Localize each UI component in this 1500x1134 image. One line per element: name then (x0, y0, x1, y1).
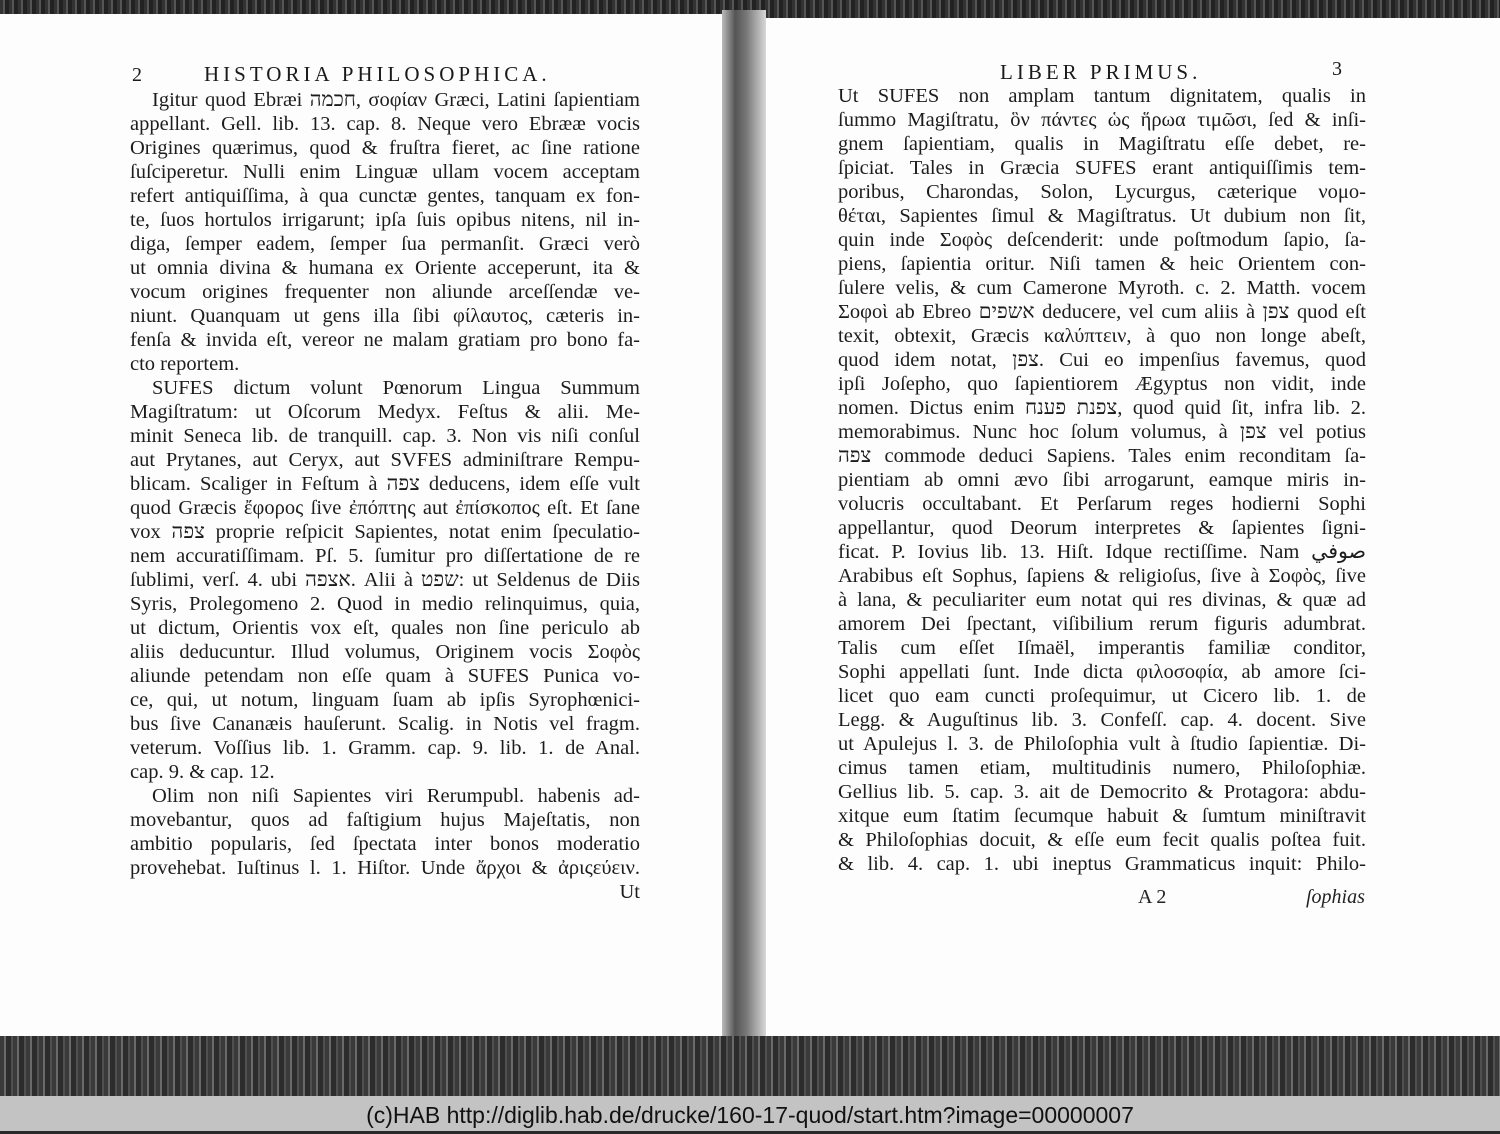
text-line: ut dictum, Orientis vox eſt, quales non ſine periculo ab (130, 617, 640, 639)
text-line: diga, ſemper eadem, ſemper ſua permanſit. Græci verò (130, 233, 640, 255)
right-running-head: LIBER PRIMUS. (1000, 60, 1202, 84)
text-line: & lib. 4. cap. 1. ubi ineptus Grammaticus inquit: Philo- (838, 853, 1366, 875)
catchword: ſophias (1306, 886, 1365, 908)
text-line: pientiam ab omni ævo ſibi arrogarunt, eamque miris in- (838, 469, 1366, 491)
left-page-text (130, 88, 640, 904)
text-line: SUFES dictum volunt Pœnorum Lingua Summum (152, 377, 640, 399)
text-line: blicam. Scaliger in Feſtum à צפה deducens, idem eſſe vult (130, 473, 640, 495)
text-line: צפה commode deduci Sapiens. Tales enim reconditam ſa- (838, 445, 1366, 467)
text-line: amorem Dei ſpectant, viſibilium rerum figuris adumbrat. (838, 613, 1366, 635)
text-line: fenſa & invida eſt, vereor ne malam gratiam pro bono fa- (130, 329, 640, 351)
text-line: piens, ſapientia oritur. Niſi tamen & heic Orientem con- (838, 253, 1366, 275)
text-line: ipſi Joſepho, quo ſapientiorem Ægyptus non vidit, inde (838, 373, 1366, 395)
text-line: bus ſive Cananæis hauſerunt. Scalig. in Notis vel fragm. (130, 713, 640, 735)
text-line: Talis cum eſſet Iſmaël, imperantis familiæ conditor, (838, 637, 1366, 659)
text-line: ut omnia divina & humana ex Oriente acceperunt, ita & (130, 257, 640, 279)
scan-border-bottom (0, 1036, 1500, 1096)
text-line: ambitio popularis, ſed ſpectata inter bonos moderatio (130, 833, 640, 855)
text-line: appellantur, quod Deorum interpretes & ſapientes ſigni- (838, 517, 1366, 539)
text-line: xitque eum ſtatim ſecumque habuit & ſumtum miniſtravit (838, 805, 1366, 827)
text-line: Σοφοὶ ab Ebreo אשפים deducere, vel cum aliis à צפן quod eſt (838, 301, 1366, 323)
text-line: Sophi appellati ſunt. Inde dicta φιλοσοφία, ab amore ſci- (838, 661, 1366, 683)
signature-mark: A 2 (1138, 886, 1167, 908)
source-caption: (c)HAB http://diglib.hab.de/drucke/160-17-quod/start.htm?image=00000007 (0, 1096, 1500, 1131)
text-line: à lana, & peculiariter eum notat qui res divinas, & quæ ad (838, 589, 1366, 611)
text-line: aut Prytanes, aut Ceryx, aut SVFES adminiſtrare Rempu- (130, 449, 640, 471)
text-line: ut Apulejus l. 3. de Philoſophia vult à ſtudio ſapientiæ. Di- (838, 733, 1366, 755)
text-line: Arabibus eſt Sophus, ſapiens & religioſus, ſive à Σοφὸς, ſive (838, 565, 1366, 587)
text-line: vox צפה proprie reſpicit Sapientes, notat enim ſpeculatio- (130, 521, 640, 543)
text-line: Origines quærimus, quod & fruſtra fieret, ac ſine ratione (130, 137, 640, 159)
text-line: movebantur, quos ad faſtigium hujus Majeſtatis, non (130, 809, 640, 831)
right-page-text (838, 84, 1366, 876)
text-line: Syris, Prolegomeno 2. Quod in medio relinquimus, quia, (130, 593, 640, 615)
text-line: aliis deducuntur. Illud volumus, Originem vocis Σοφὸς (130, 641, 640, 663)
left-page-number: 2 (132, 64, 142, 86)
text-line: vocum origines frequenter non aliunde arceſſendæ ve- (130, 281, 640, 303)
left-running-head: HISTORIA PHILOSOPHICA. (204, 62, 551, 86)
text-line: poribus, Charondas, Solon, Lycurgus, cæterique νομο- (838, 181, 1366, 203)
text-line: ſulere velis, & cum Camerone Myroth. c. 2. Matth. vocem (838, 277, 1366, 299)
text-line: ce, qui, ut notum, linguam ſuam ab ipſis Syrophœnici- (130, 689, 640, 711)
book-gutter (722, 10, 766, 1040)
text-line: veterum. Voſſius lib. 1. Gramm. cap. 9. lib. 1. de Anal. (130, 737, 640, 759)
text-line: quod idem notat, צפן. Cui eo impenſius favemus, quod (838, 349, 1366, 371)
text-line: quin inde Σοφὸς deſcenderit: unde poſtmodum ſapio, ſa- (838, 229, 1366, 251)
text-line: ſpiciat. Tales in Græcia SUFES erant antiquiſſimis tem- (838, 157, 1366, 179)
text-line: ſummo Magiſtratu, ὃν πάντες ὡς ἥρωα τιμῶσι, ſed & inſi- (838, 109, 1366, 131)
text-line: gnem ſapientiam, qualis in Magiſtratu eſſe debet, re- (838, 133, 1366, 155)
text-line: Legg. & Auguſtinus lib. 3. Confeſſ. cap. 4. docent. Sive (838, 709, 1366, 731)
text-line: ficat. P. Iovius lib. 13. Hiſt. Idque rectiſſime. Nam صوفي (838, 541, 1366, 563)
text-line: cimus tamen etiam, multitudinis numero, Philoſophiæ. (838, 757, 1366, 779)
text-line: nomen. Dictus enim צפנת פענח, quod quid ſit, infra lib. 2. (838, 397, 1366, 419)
text-line: aliunde petendam non eſſe quam à SUFES Punica vo- (130, 665, 640, 687)
text-line: te, ſuos hortulos irrigarunt; ipſa ſuis opibus nitens, nil in- (130, 209, 640, 231)
text-line: memorabimus. Nunc hoc ſolum volumus, à צפן vel potius (838, 421, 1366, 443)
text-line: nem accuratiſſimam. Pſ. 5. ſumitur pro diſſertatione de re (130, 545, 640, 567)
text-line: minit Seneca lib. de tranquill. cap. 3. Non vis niſi conſul (130, 425, 640, 447)
text-line: Ut SUFES non amplam tantum dignitatem, qualis in (838, 85, 1366, 107)
right-page-number: 3 (1332, 58, 1342, 80)
text-line: Magiſtratum: ut Oſcorum Medyx. Feſtus & alii. Me- (130, 401, 640, 423)
text-line: ſuſciperetur. Nulli enim Linguæ ullam vocem acceptam (130, 161, 640, 183)
text-line: Ut (619, 881, 640, 903)
text-line: cap. 9. & cap. 12. (130, 761, 275, 783)
text-line: refert antiquiſſima, à qua cunctæ gentes, tanquam ex fon- (130, 185, 640, 207)
text-line: θέται, Sapientes ſimul & Magiſtratus. Ut dubium non ſit, (838, 205, 1366, 227)
text-line: texit, obtexit, Græcis καλύπτειν, à quo non longe abeſt, (838, 325, 1366, 347)
text-line: & Philoſophias docuit, & eſſe eum fecit qualis poſtea fuit. (838, 829, 1366, 851)
text-line: ſublimi, verſ. 4. ubi אצפה. Alii à שפט: ut Seldenus de Diis (130, 569, 640, 591)
text-line: volucris occultabant. Et Perſarum reges hodierni Sophi (838, 493, 1366, 515)
text-line: niunt. Quanquam ut gens illa ſibi φίλαυτος, cæteris in- (130, 305, 640, 327)
text-line: licet quo eam cuncti proſequimur, ut Cicero lib. 1. de (838, 685, 1366, 707)
text-line: cto reportem. (130, 353, 240, 375)
text-line: appellant. Gell. lib. 13. cap. 8. Neque vero Ebrææ vocis (130, 113, 640, 135)
text-line: Igitur quod Ebræi חכמה, σοφίαν Græci, Latini ſapientiam (152, 89, 640, 111)
text-line: Olim non niſi Sapientes viri Rerumpubl. habenis ad- (152, 785, 640, 807)
text-line: Gellius lib. 5. cap. 3. ait de Democrito & Protagora: abdu- (838, 781, 1366, 803)
text-line: quod Græcis ἔφορος ſive ἐπόπτης aut ἐπίσκοπος eſt. Et ſane (130, 497, 640, 519)
text-line: provehebat. Iuſtinus l. 1. Hiſtor. Unde ἄρχοι & ἀριςεύειν. (130, 857, 640, 879)
